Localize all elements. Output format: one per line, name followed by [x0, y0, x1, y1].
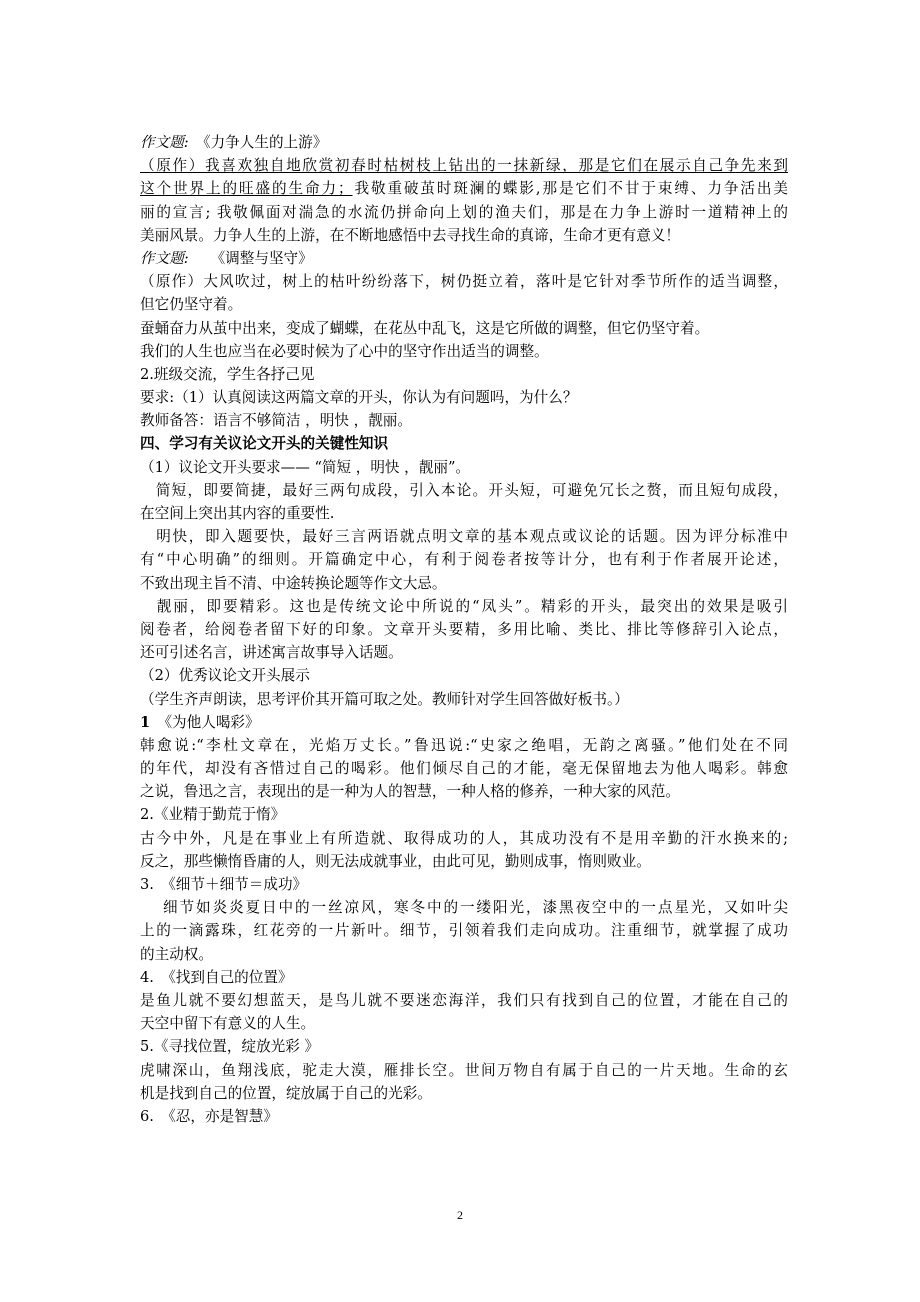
text-run: （原作）我喜欢独自地欣赏初春时枯树枝上钻出的一抹新绿，那是它们在展示自己争先来到: [140, 157, 788, 175]
text-line: [140, 363, 788, 386]
text-run: 《调整与坚守》: [188, 249, 313, 267]
text-run: 2.班级交流，学生各抒己见: [140, 365, 315, 383]
text-line: [140, 873, 788, 896]
text-line: [140, 432, 788, 455]
text-run: 蚕蛹奋力从茧中出来，变成了蝴蝶，在花丛中乱飞，这是它所做的调整，但它仍坚守着。: [140, 319, 710, 337]
text-line: [140, 595, 788, 618]
text-line: [140, 1082, 788, 1105]
text-run: （1）议论文开头要求—— “简短 ，明快 ，靓丽”。: [140, 458, 470, 476]
text-line: [140, 757, 788, 780]
text-line: [140, 131, 788, 154]
text-run: 5.《寻找位置，绽放光彩 》: [140, 1038, 320, 1056]
text-line: [140, 780, 788, 803]
text-line: [140, 989, 788, 1012]
text-line: [140, 1012, 788, 1035]
text-line: [140, 943, 788, 966]
text-run: 细节如炎炎夏日中的一丝凉风，寒冬中的一缕阳光，漆黑夜空中的一点星光，又如叶尖: [140, 899, 788, 917]
text-run: 的年代，却没有吝惜过自己的喝彩。他们倾尽自己的才能，毫无保留地去为他人喝彩。韩愈: [140, 760, 788, 778]
text-run: 古今中外，凡是在事业上有所造就、取得成功的人，其成功没有不是用辛勤的汗水换来的;: [140, 829, 788, 847]
text-run: 美丽风景。力争人生的上游，在不断地感悟中去寻找生命的真谛，生命才更有意义！: [140, 226, 680, 244]
text-line: [140, 1059, 788, 1082]
text-run: 韩愈说:“李杜文章在，光焰万丈长。”鲁迅说:“史家之绝唱，无韵之离骚。”他们处在不同: [140, 736, 788, 754]
text-run: 6. 《忍，亦是智慧》: [140, 1107, 278, 1125]
text-run: 天空中留下有意义的人生。: [140, 1015, 316, 1033]
text-line: [140, 850, 788, 873]
text-run: 简短，即要简捷，最好三两句成段，引入本论。开头短，可避免冗长之赘，而且短句成段，: [140, 481, 788, 499]
text-line: [140, 224, 788, 247]
text-run: 还可引述名言，讲述寓言故事导入话题。: [140, 644, 403, 662]
text-line: [140, 896, 788, 919]
page-number: 2: [457, 1208, 463, 1222]
text-run: （原作）大风吹过，树上的枯叶纷纷落下，树仍挺立着，落叶是它针对季节所作的适当调整，: [140, 273, 788, 291]
text-line: [140, 201, 788, 224]
text-line: [140, 247, 788, 270]
text-line: [140, 340, 788, 363]
text-line: [140, 317, 788, 340]
text-line: [140, 525, 788, 548]
text-line: [140, 641, 788, 664]
text-line: [140, 711, 788, 734]
document-page: [140, 131, 788, 1128]
text-line: [140, 664, 788, 687]
text-run: 要求:（1）认真阅读这两篇文章的开头，你认为有问题吗，为什么？: [140, 389, 578, 407]
text-run: 但它仍坚守着。: [140, 296, 243, 314]
text-line: [140, 618, 788, 641]
text-run: （学生齐声朗读，思考评价其开篇可取之处。教师针对学生回答做好板书。）: [140, 690, 629, 708]
text-line: [140, 154, 788, 177]
text-run: 阅卷者，给阅卷者留下好的印象。文章开头要精，多用比喻、类比、排比等修辞引入论点，: [140, 620, 788, 638]
text-line: [140, 919, 788, 942]
text-run: 作文题:: [140, 134, 189, 151]
text-run: 在空间上突出其内容的重要性.: [140, 505, 335, 522]
text-run: 我们的人生也应当在必要时候为了心中的坚守作出适当的调整。: [140, 342, 549, 360]
text-line: [140, 1035, 788, 1058]
text-run: 2.《业精于勤荒于惰》: [140, 806, 286, 824]
text-line: [140, 1105, 788, 1128]
text-run: 明快，即入题要快，最好三言两语就点明文章的基本观点或议论的话题。因为评分标准中: [140, 528, 788, 546]
text-line: [140, 548, 788, 571]
text-line: [140, 502, 788, 525]
text-run: 反之，那些懒惰昏庸的人，则无法成就事业，由此可见，勤则成事，惰则败业。: [140, 852, 651, 870]
text-line: [140, 803, 788, 826]
text-run: 有“中心明确”的细则。开篇确定中心，有利于阅卷者按等计分，也有利于作者展开论述，: [140, 551, 788, 569]
text-line: [140, 386, 788, 409]
text-line: [140, 966, 788, 989]
text-run: 的主动权。: [140, 945, 213, 963]
text-line: [140, 409, 788, 432]
text-run: 上的一滴露珠，红花旁的一片新叶。细节，引领着我们走向成功。注重细节，就掌握了成功: [140, 922, 788, 940]
text-run: 我敬重破茧时斑澜的蝶影,那是它们不甘于束缚、力争活出美: [352, 180, 788, 198]
text-line: [140, 688, 788, 711]
text-run: 不致出现主旨不清、中途转换论题等作文大忌。: [140, 574, 447, 592]
text-line: [140, 479, 788, 502]
text-run: （2）优秀议论文开头展示: [140, 667, 310, 685]
text-run: 1: [140, 713, 151, 731]
text-run: 《力争人生的上游》: [188, 134, 328, 151]
text-run: 四、学习有关议论文开头的关键性知识: [140, 435, 389, 453]
text-run: 丽的宣言; 我敬佩面对湍急的水流仍拼命向上划的渔夫们，那是在力争上游时一道精神上的: [140, 203, 788, 221]
text-line: [140, 827, 788, 850]
text-line: [140, 270, 788, 293]
text-line: [140, 293, 788, 316]
text-run: 是鱼儿就不要幻想蓝天，是鸟儿就不要迷恋海洋，我们只有找到自己的位置，才能在自己的: [140, 991, 788, 1009]
text-line: [140, 572, 788, 595]
text-run: 靓丽，即要精彩。这也是传统文论中所说的“凤头”。精彩的开头，最突出的效果是吸引: [140, 597, 788, 615]
text-line: [140, 456, 788, 479]
text-run: 教师备答：语言不够简洁 ，明快 ，靓丽。: [140, 412, 412, 430]
text-run: 作文题:: [140, 249, 189, 267]
text-run: 《为他人喝彩》: [150, 713, 260, 731]
text-run: 4. 《找到自己的位置》: [140, 968, 293, 986]
text-run: 这个世界上的旺盛的生命力；: [140, 180, 353, 198]
text-run: 虎啸深山，鱼翔浅底，驼走大漠，雁排长空。世间万物自有属于自己的一片天地。生命的玄: [140, 1061, 788, 1079]
text-line: [140, 177, 788, 200]
text-run: 之说，鲁迅之言，表现出的是一种为人的智慧，一种人格的修养，一种大家的风范。: [140, 783, 680, 801]
text-run: 3. 《细节＋细节＝成功》: [140, 876, 308, 893]
text-run: 机是找到自己的位置，绽放属于自己的光彩。: [140, 1084, 432, 1102]
text-line: [140, 734, 788, 757]
